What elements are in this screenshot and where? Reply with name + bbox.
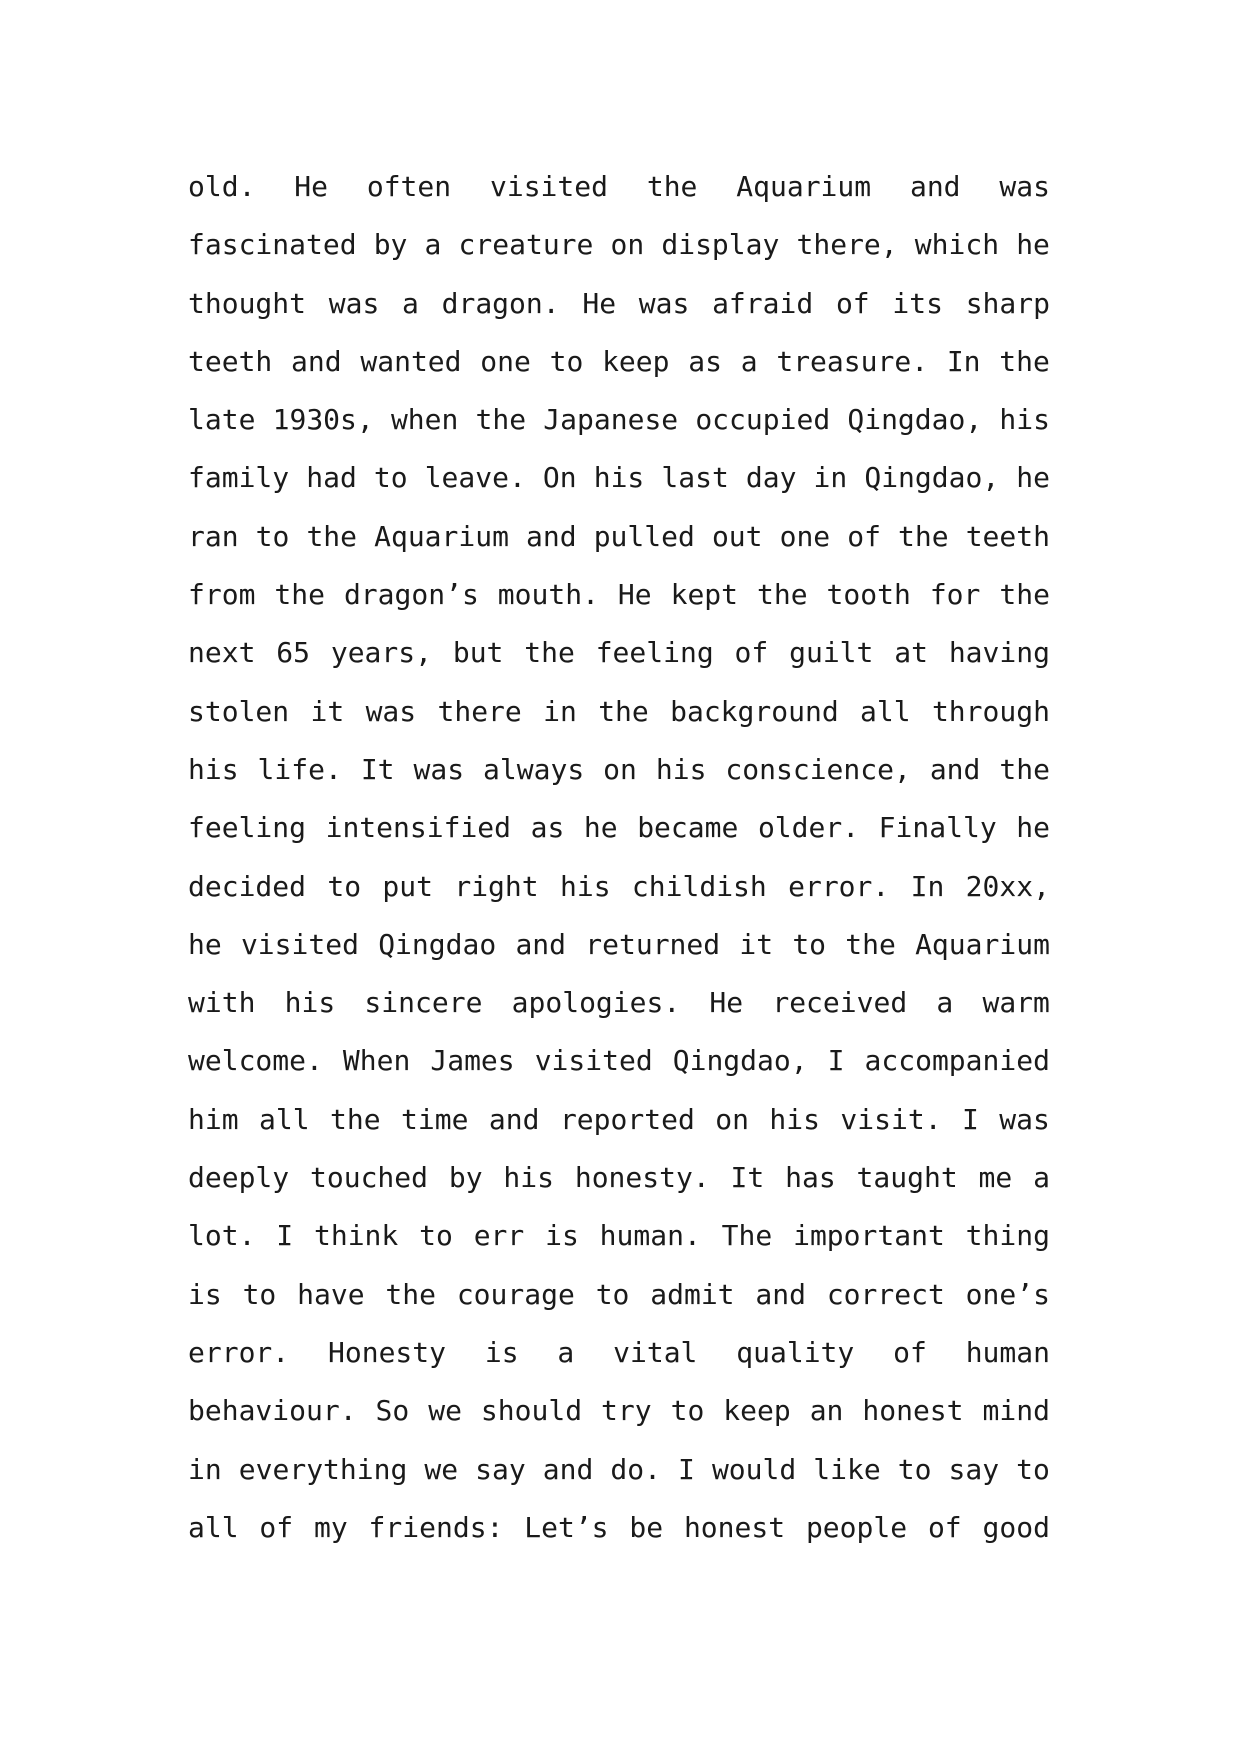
text-line: family had to leave. On his last day in Qingdao, he [188,461,1050,495]
text-line: all of my friends: Let’s be honest people of good [188,1510,1050,1544]
text-line: next 65 years, but the feeling of guilt at having [188,636,1050,670]
text-line: stolen it was there in the background all through [188,694,1050,728]
text-line: is to have the courage to admit and correct one’s [188,1277,1050,1311]
text-line: lot. I think to err is human. The important thing [188,1219,1050,1253]
text-line: teeth and wanted one to keep as a treasure. In the [188,344,1050,378]
text-line: late 1930s, when the Japanese occupied Qingdao, his [188,403,1050,437]
text-line: from the dragon’s mouth. He kept the tooth for the [188,578,1050,612]
text-line: his life. It was always on his conscience, and the [188,752,1050,786]
text-line: ran to the Aquarium and pulled out one of the teeth [188,519,1050,553]
text-line: in everything we say and do. I would like to say to [188,1452,1050,1486]
text-line: him all the time and reported on his visit. I was [188,1102,1050,1136]
text-line: error. Honesty is a vital quality of human [188,1335,1050,1369]
text-line: deeply touched by his honesty. It has taught me a [188,1161,1050,1195]
text-line: fascinated by a creature on display there, which he [188,228,1050,262]
text-line: decided to put right his childish error. In 20xx, [188,869,1050,903]
text-line: old. He often visited the Aquarium and was [188,170,1050,203]
text-line: behaviour. So we should try to keep an honest mind [188,1394,1050,1428]
text-line: welcome. When James visited Qingdao, I accompanied [188,1044,1050,1078]
text-line: he visited Qingdao and returned it to the Aquarium [188,927,1050,961]
text-line: with his sincere apologies. He received a warm [188,986,1050,1020]
body-text [188,158,1050,1557]
text-line: feeling intensified as he became older. Finally he [188,811,1050,845]
text-line: thought was a dragon. He was afraid of its sharp [188,286,1050,320]
